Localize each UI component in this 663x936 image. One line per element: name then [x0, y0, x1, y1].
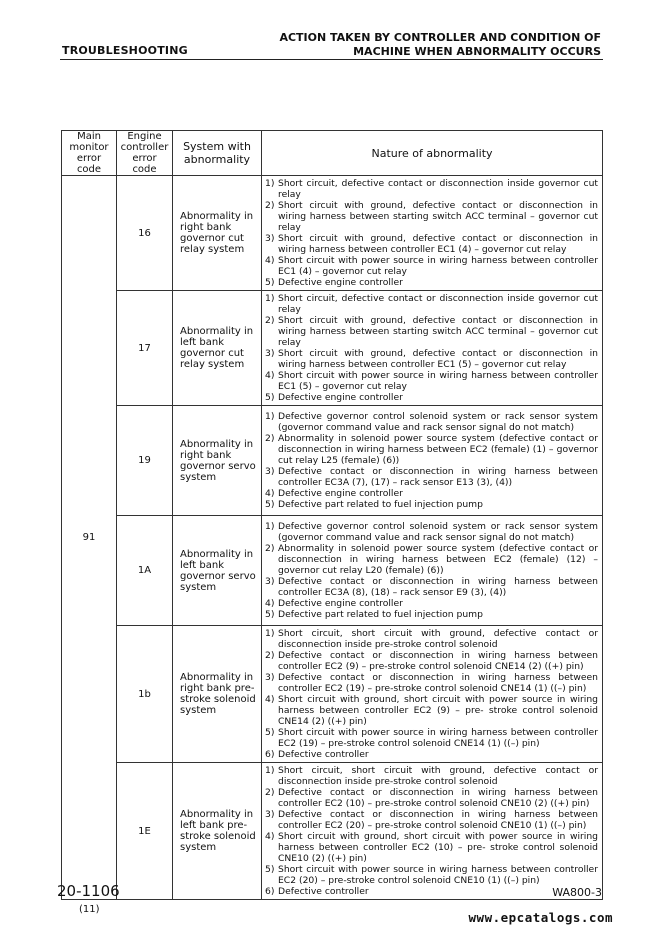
list-item-text: Defective engine controller [278, 277, 403, 288]
model-number: WA800-3 [552, 886, 602, 899]
engine-error-code: 19 [117, 406, 173, 516]
header-engine-controller: Engine controller error code [117, 131, 173, 176]
list-item [265, 543, 598, 576]
list-item [265, 787, 598, 809]
list-item-text: Short circuit with ground, short circuit with power source in wiring harness between controller EC2 (9) – pre- stroke control solenoid CNE14 (2) ((+) pin) [278, 694, 598, 727]
list-item [265, 598, 598, 609]
list-item-text: Abnormality in solenoid power source system (defective contact or disconnection in wiring harness between EC2 (female) (12) – governor cut relay L20 (female) (6)) [278, 543, 598, 576]
list-item-text: Defective governor control solenoid system or rack sensor system (governor command value and rack sensor signal do not match) [278, 521, 598, 543]
list-item-number: 5) [265, 499, 275, 510]
list-item-text: Short circuit, defective contact or disconnection inside governor cut relay [278, 293, 598, 315]
list-item-text: Short circuit, short circuit with ground, defective contact or disconnection inside pre-stroke control solenoid [278, 628, 598, 650]
list-item-text: Defective engine controller [278, 488, 403, 499]
table-row [62, 763, 603, 900]
list-item-number: 2) [265, 315, 275, 326]
list-item [265, 727, 598, 749]
list-item-text: Short circuit with ground, defective contact or disconnection in wiring harness between controller EC1 (5) – governor cut relay [278, 348, 598, 370]
list-item [265, 521, 598, 543]
page-heading-line2: MACHINE WHEN ABNORMALITY OCCURS [353, 45, 601, 58]
list-item-number: 1) [265, 293, 275, 304]
list-item [265, 650, 598, 672]
list-item-number: 5) [265, 727, 275, 738]
list-item [265, 411, 598, 433]
list-item-text: Defective governor control solenoid system or rack sensor system (governor command value and rack sensor signal do not match) [278, 411, 598, 433]
list-item-number: 5) [265, 609, 275, 620]
system-with-abnormality: Abnormality in left bank governor servo system [173, 516, 262, 626]
list-item-number: 1) [265, 628, 275, 639]
list-item [265, 233, 598, 255]
page-number: 20-1106 [57, 882, 120, 900]
list-item-number: 4) [265, 255, 275, 266]
list-item [265, 831, 598, 864]
system-with-abnormality: Abnormality in left bank governor cut relay system [173, 291, 262, 406]
list-item-number: 4) [265, 831, 275, 842]
list-item-number: 2) [265, 543, 275, 554]
list-item-text: Defective contact or disconnection in wiring harness between controller EC2 (9) – pre-stroke control solenoid CNE14 (2) ((+) pin) [278, 650, 598, 672]
list-item [265, 809, 598, 831]
list-item-number: 5) [265, 864, 275, 875]
nature-list [265, 521, 598, 620]
list-item [265, 255, 598, 277]
nature-list [265, 293, 598, 403]
list-item-number: 2) [265, 200, 275, 211]
list-item-number: 6) [265, 886, 275, 897]
list-item [265, 628, 598, 650]
header-nature: Nature of abnormality [262, 131, 603, 176]
system-with-abnormality: Abnormality in right bank governor servo system [173, 406, 262, 516]
list-item-number: 4) [265, 694, 275, 705]
list-item-text: Defective contact or disconnection in wiring harness between controller EC2 (20) – pre-stroke control solenoid CNE10 (1) ((–) pin) [278, 809, 598, 831]
list-item-text: Defective part related to fuel injection pump [278, 609, 483, 620]
list-item [265, 348, 598, 370]
list-item-text: Defective controller [278, 886, 369, 897]
list-item-text: Defective contact or disconnection in wiring harness between controller EC3A (8), (18) – rack sensor E9 (3), (4)) [278, 576, 598, 598]
list-item-number: 3) [265, 348, 275, 359]
list-item-text: Defective controller [278, 749, 369, 760]
nature-of-abnormality [262, 406, 603, 516]
header-divider [60, 59, 603, 60]
list-item [265, 886, 598, 897]
system-with-abnormality: Abnormality in right bank governor cut relay system [173, 176, 262, 291]
list-item [265, 315, 598, 348]
list-item [265, 576, 598, 598]
nature-of-abnormality [262, 291, 603, 406]
list-item-number: 5) [265, 392, 275, 403]
system-with-abnormality: Abnormality in right bank pre-stroke solenoid system [173, 626, 262, 763]
list-item [265, 672, 598, 694]
list-item-number: 4) [265, 370, 275, 381]
header-main-monitor: Main monitor error code [62, 131, 117, 176]
list-item-number: 3) [265, 466, 275, 477]
abnormality-table [61, 130, 603, 900]
list-item-number: 1) [265, 411, 275, 422]
page-heading [271, 31, 601, 59]
nature-of-abnormality [262, 516, 603, 626]
engine-error-code: 17 [117, 291, 173, 406]
list-item-text: Short circuit with ground, defective contact or disconnection in wiring harness between controller EC1 (4) – governor cut relay [278, 233, 598, 255]
list-item [265, 293, 598, 315]
list-item [265, 499, 598, 510]
list-item-number: 1) [265, 521, 275, 532]
system-with-abnormality: Abnormality in left bank pre-stroke solenoid system [173, 763, 262, 900]
nature-of-abnormality [262, 176, 603, 291]
list-item [265, 864, 598, 886]
list-item-text: Defective contact or disconnection in wiring harness between controller EC2 (10) – pre-stroke control solenoid CNE10 (2) ((+) pin) [278, 787, 598, 809]
engine-error-code: 16 [117, 176, 173, 291]
table-row [62, 626, 603, 763]
list-item-number: 3) [265, 809, 275, 820]
table-row [62, 406, 603, 516]
table-header-row [62, 131, 603, 176]
section-title: TROUBLESHOOTING [62, 44, 188, 57]
list-item-number: 1) [265, 765, 275, 776]
nature-of-abnormality [262, 763, 603, 900]
list-item [265, 765, 598, 787]
list-item [265, 370, 598, 392]
list-item-text: Abnormality in solenoid power source system (defective contact or disconnection in wiring harness between EC2 (female) (1) – governor cut relay L25 (female) (6)) [278, 433, 598, 466]
engine-error-code: 1A [117, 516, 173, 626]
list-item-text: Defective contact or disconnection in wiring harness between controller EC2 (19) – pre-stroke control solenoid CNE14 (1) ((–) pin) [278, 672, 598, 694]
watermark: www.epcatalogs.com [468, 910, 613, 925]
list-item [265, 392, 598, 403]
table-row [62, 176, 603, 291]
list-item-text: Defective engine controller [278, 598, 403, 609]
list-item-number: 4) [265, 488, 275, 499]
table-row [62, 291, 603, 406]
nature-of-abnormality [262, 626, 603, 763]
list-item-text: Defective contact or disconnection in wiring harness between controller EC3A (7), (17) – rack sensor E13 (3), (4)) [278, 466, 598, 488]
list-item-number: 2) [265, 433, 275, 444]
list-item [265, 200, 598, 233]
nature-list [265, 178, 598, 288]
list-item-text: Short circuit with power source in wiring harness between controller EC2 (20) – pre-stroke control solenoid CNE10 (1) ((–) pin) [278, 864, 598, 886]
list-item [265, 178, 598, 200]
list-item [265, 433, 598, 466]
list-item-number: 2) [265, 650, 275, 661]
list-item-number: 4) [265, 598, 275, 609]
list-item [265, 277, 598, 288]
list-item-number: 1) [265, 178, 275, 189]
list-item-text: Short circuit with ground, defective contact or disconnection in wiring harness between starting switch ACC terminal – governor cut relay [278, 315, 598, 348]
nature-list [265, 765, 598, 897]
list-item-number: 3) [265, 672, 275, 683]
list-item-number: 5) [265, 277, 275, 288]
engine-error-code: 1b [117, 626, 173, 763]
list-item-number: 3) [265, 576, 275, 587]
table-row [62, 516, 603, 626]
list-item-text: Defective part related to fuel injection pump [278, 499, 483, 510]
main-monitor-code: 91 [62, 176, 117, 900]
list-item-text: Short circuit, defective contact or disconnection inside governor cut relay [278, 178, 598, 200]
list-item [265, 466, 598, 488]
header-system: System with abnormality [173, 131, 262, 176]
list-item [265, 488, 598, 499]
nature-list [265, 411, 598, 510]
page-subnumber: (11) [79, 904, 100, 915]
list-item-text: Short circuit with ground, short circuit with power source in wiring harness between controller EC2 (10) – pre- stroke control solenoid CNE10 (2) ((+) pin) [278, 831, 598, 864]
list-item-text: Short circuit with ground, defective contact or disconnection in wiring harness between starting switch ACC terminal – governor cut relay [278, 200, 598, 233]
list-item-text: Short circuit with power source in wiring harness between controller EC1 (5) – governor cut relay [278, 370, 598, 392]
list-item-text: Defective engine controller [278, 392, 403, 403]
engine-error-code: 1E [117, 763, 173, 900]
page-heading-line1: ACTION TAKEN BY CONTROLLER AND CONDITION OF [279, 31, 601, 44]
list-item-text: Short circuit with power source in wiring harness between controller EC2 (19) – pre-stroke control solenoid CNE14 (1) ((–) pin) [278, 727, 598, 749]
list-item-number: 3) [265, 233, 275, 244]
nature-list [265, 628, 598, 760]
list-item [265, 694, 598, 727]
list-item-text: Short circuit, short circuit with ground, defective contact or disconnection inside pre-stroke control solenoid [278, 765, 598, 787]
list-item [265, 609, 598, 620]
list-item-number: 2) [265, 787, 275, 798]
list-item [265, 749, 598, 760]
list-item-text: Short circuit with power source in wiring harness between controller EC1 (4) – governor cut relay [278, 255, 598, 277]
list-item-number: 6) [265, 749, 275, 760]
